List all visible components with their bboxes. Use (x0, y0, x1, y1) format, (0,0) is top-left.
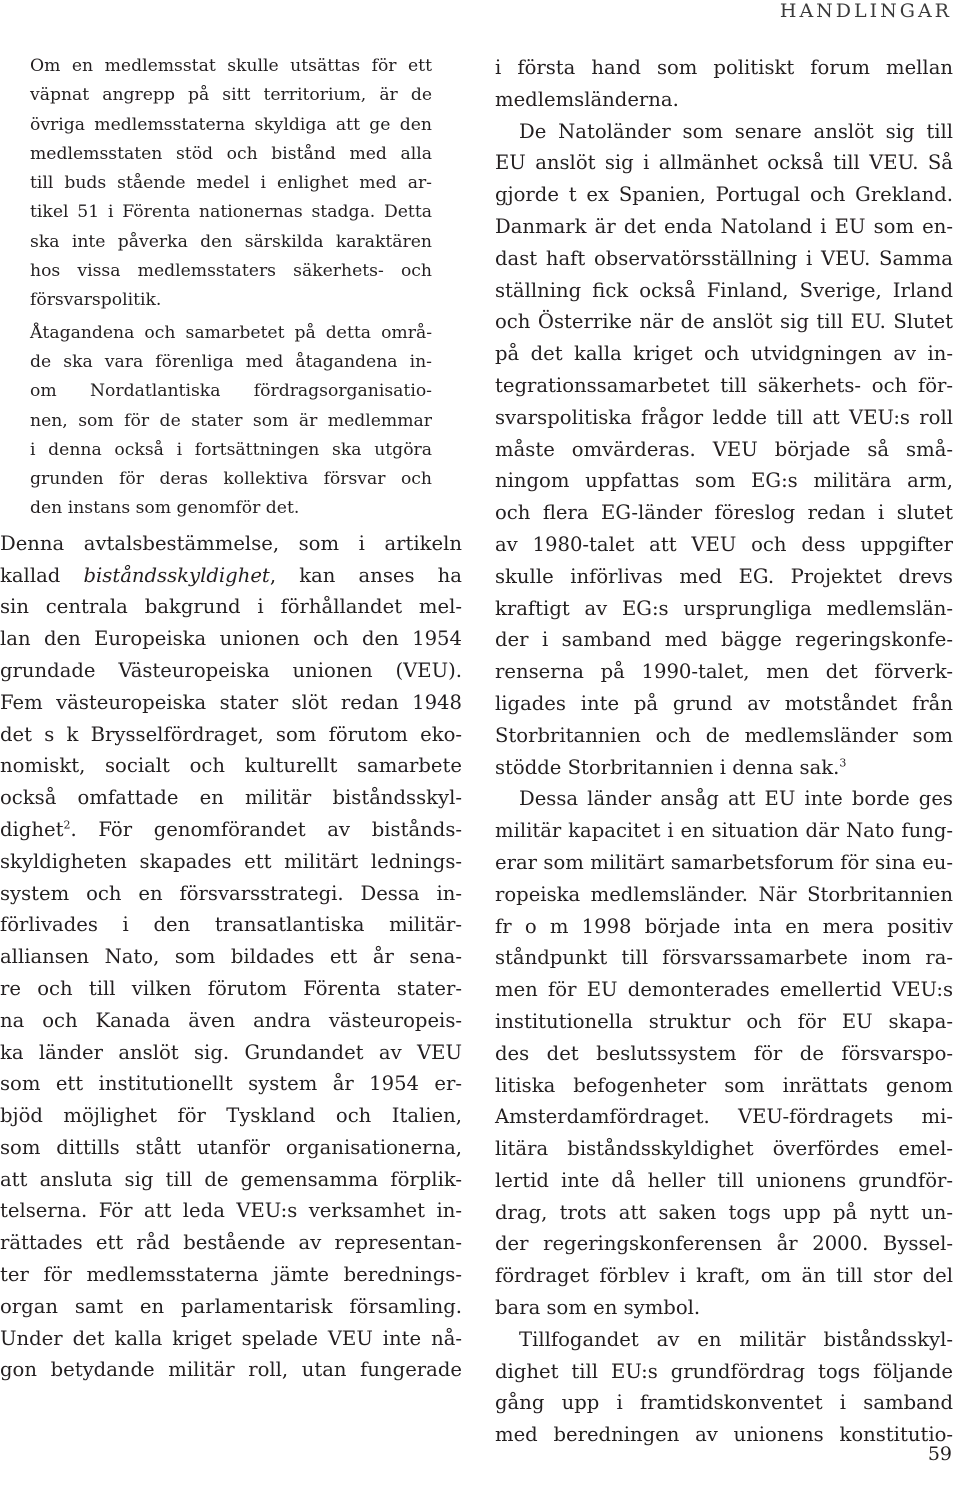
footnote-reference[interactable]: 3 (839, 756, 847, 769)
text-line: na och Kanada även andra västeuropeis- (0, 1008, 462, 1032)
left-body-text (0, 528, 462, 1387)
text-line: de ska vara förenliga med åtagandena in- (30, 351, 432, 372)
left-paragraph (0, 528, 462, 1387)
text-line: som dittills stått utanför organisationerna, (0, 1135, 462, 1159)
text-line: telserna. För att leda VEU:s verksamhet in- (0, 1199, 462, 1223)
right-body-text (495, 52, 953, 1451)
text-fragment: dighet (0, 817, 64, 841)
text-line: svarspolitiska frågor ledde till att VEU:s roll (495, 405, 953, 429)
right-paragraph-2 (495, 116, 953, 784)
text-line: Tillfogandet av en militär biståndsskyl- (519, 1327, 953, 1351)
text-line: alliansen Nato, som bildades ett år sena- (0, 945, 462, 969)
text-line: nomiskt, socialt och kulturellt samarbete (0, 754, 462, 778)
text-line: dighet till EU:s grundfördrag togs följande (495, 1359, 953, 1383)
text-line: bjöd möjlighet för Tyskland och Italien, (0, 1104, 462, 1128)
text-line: rättades ett råd bestående av representan- (0, 1231, 462, 1255)
text-line: der regeringskonferensen år 2000. Byssel- (495, 1232, 953, 1256)
text-line: ka länder anslöt sig. Grundandet av VEU (0, 1040, 462, 1064)
text-line: skulle införlivas med EG. Projektet drevs (495, 564, 953, 588)
text-line: gång upp i framtidskonventet i samband (495, 1391, 953, 1415)
text-line: ståndpunkt till försvarssamarbete inom ra- (495, 946, 953, 970)
footnote-reference[interactable]: 2 (63, 818, 71, 832)
text-line: i denna också i fortsättningen ska utgöra (30, 439, 432, 460)
text-line: kraftigt av EG:s ursprungliga medlemslän- (495, 596, 953, 620)
quote-paragraph-1 (30, 52, 432, 316)
text-line: försvarspolitik. (30, 290, 162, 311)
text-line: till buds stående medel i enlighet med ar- (30, 173, 432, 194)
text-line: Denna avtalsbestämmelse, som i artikeln (0, 531, 462, 555)
text-line: ropeiska medlemsländer. När Storbritannien (495, 882, 953, 906)
text-line: fördraget förblev i kraft, om än till stor del (495, 1264, 953, 1288)
text-line (0, 560, 462, 592)
text-line: och flera EG-länder föreslog redan i slutet (495, 501, 953, 525)
text-line: grunden för deras kollektiva försvar och (30, 469, 432, 490)
text-line: ska inte påverka den särskilda karaktären (30, 231, 432, 252)
text-line: organ samt en parlamentarisk församling. (0, 1294, 462, 1318)
text-fragment: kallad (0, 563, 84, 587)
text-line: med beredningen av unionens konstitutio- (495, 1423, 953, 1447)
text-fragment: stödde Storbritannien i denna sak. (495, 755, 840, 779)
text-line: ningom uppfattas som EG:s militära arm, (495, 469, 953, 493)
text-line: Åtagandena och samarbetet på detta områ- (30, 322, 432, 343)
text-line: av 1980-talet att VEU och dess uppgifter (495, 532, 953, 556)
right-paragraph-3 (495, 783, 953, 1324)
text-line: ter för medlemsstaterna jämte berednings- (0, 1263, 462, 1287)
text-line: renserna på 1990-talet, men det förverk- (495, 660, 953, 684)
text-line: förlivades i den transatlantiska militär- (0, 913, 462, 937)
text-line: måste omvärderas. VEU började så små- (495, 437, 953, 461)
text-line (0, 814, 462, 846)
text-line: ligades inte på grund av motståndet från (495, 691, 953, 715)
right-column (495, 52, 953, 1451)
text-line: också omfattade en militär biståndsskyl- (0, 786, 462, 810)
text-line: drag, trots att saken togs upp på nytt un- (495, 1200, 953, 1224)
text-line: lan den Europeiska unionen och den 1954 (0, 627, 462, 651)
page-number: 59 (927, 1443, 952, 1465)
left-column (0, 52, 462, 1386)
treaty-quote (30, 52, 432, 524)
text-line: om Nordatlantiska fördragsorganisatio- (30, 381, 432, 402)
text-line: gon betydande militär roll, utan fungerade (0, 1358, 462, 1382)
text-line: Under det kalla kriget spelade VEU inte nå- (0, 1326, 462, 1350)
text-line: militär kapacitet i en situation där Nato fung- (495, 819, 953, 843)
text-line: på det kalla kriget och utvidgningen av in- (495, 342, 953, 366)
text-line: Om en medlemsstat skulle utsättas för ett (30, 56, 432, 76)
text-line: Dessa länder ansåg att EU inte borde ges (519, 787, 953, 811)
text-line: grundade Västeuropeiska unionen (VEU). (0, 658, 462, 682)
text-line: den instans som genomför det. (30, 498, 300, 519)
right-paragraph-4 (495, 1324, 953, 1451)
text-line: der i samband med bägge regeringskonfe- (495, 628, 953, 652)
text-line: ställning fick också Finland, Sverige, Irland (495, 278, 953, 302)
text-line: litära biståndsskyldighet överfördes emel- (495, 1137, 953, 1161)
text-line: dast haft observatörsställning i VEU. Samma (495, 246, 953, 270)
running-header: HANDLINGAR (779, 0, 952, 22)
text-line: men för EU demonterades emellertid VEU:s (495, 978, 953, 1002)
text-line: De Natoländer som senare anslöt sig till (519, 119, 953, 143)
text-line: att ansluta sig till de gemensamma förplik- (0, 1167, 462, 1191)
text-line: hos vissa medlemsstaters säkerhets- och (30, 261, 432, 282)
text-fragment: , kan anses ha (269, 563, 462, 587)
text-line: institutionella struktur och för EU skapa- (495, 1009, 953, 1033)
text-line: medlemsländerna. (495, 87, 679, 111)
text-line (495, 752, 953, 784)
text-line: Danmark är det enda Natoland i EU som en- (495, 214, 953, 238)
text-line: i första hand som politiskt forum mellan (495, 56, 953, 79)
text-line: Storbritannien och de medlemsländer som (495, 723, 953, 747)
text-line: skyldigheten skapades ett militärt lednings- (0, 849, 462, 873)
text-line: och Österrike när de anslöt sig till EU. Slutet (495, 310, 953, 334)
text-line: tikel 51 i Förenta nationernas stadga. Detta (30, 202, 432, 223)
text-line: des det beslutssystem för de försvarspo- (495, 1041, 953, 1065)
text-line: sin centrala bakgrund i förhållandet mel- (0, 595, 462, 619)
quote-paragraph-2 (30, 319, 432, 524)
text-line: det s k Brysselfördraget, som förutom eko- (0, 722, 462, 746)
text-line: tegrationssamarbetet till säkerhets- och för- (495, 373, 953, 397)
text-line: gjorde t ex Spanien, Portugal och Grekland. (495, 183, 953, 207)
text-line: som ett institutionellt system år 1954 er- (0, 1072, 462, 1096)
text-line: väpnat angrepp på sitt territorium, är de (30, 85, 432, 106)
text-line: re och till vilken förutom Förenta stater- (0, 976, 462, 1000)
text-line: fr o m 1998 började inta en mera positiv (495, 914, 953, 938)
text-line: Amsterdamfördraget. VEU-fördragets mi- (495, 1105, 953, 1129)
text-line: lertid inte då heller till unionens grundför- (495, 1168, 953, 1192)
text-line: nen, som för de stater som är medlemmar (30, 410, 432, 431)
italic-term: biståndsskyldighet (83, 563, 270, 587)
text-line: litiska befogenheter som inrättats genom (495, 1073, 953, 1097)
text-line: EU anslöt sig i allmänhet också till VEU. Så (495, 151, 953, 175)
text-line: bara som en symbol. (495, 1296, 701, 1320)
text-line: erar som militärt samarbetsforum för sina eu- (495, 850, 953, 874)
text-line: system och en försvarsstrategi. Dessa in- (0, 881, 462, 905)
text-fragment: . För genomförandet av bistånds- (70, 817, 462, 841)
text-line: medlemsstaten stöd och bistånd med alla (30, 143, 432, 164)
text-line: övriga medlemsstaterna skyldiga att ge den (30, 114, 432, 135)
right-paragraph-1 (495, 52, 953, 116)
text-line: Fem västeuropeiska stater slöt redan 1948 (0, 690, 462, 714)
